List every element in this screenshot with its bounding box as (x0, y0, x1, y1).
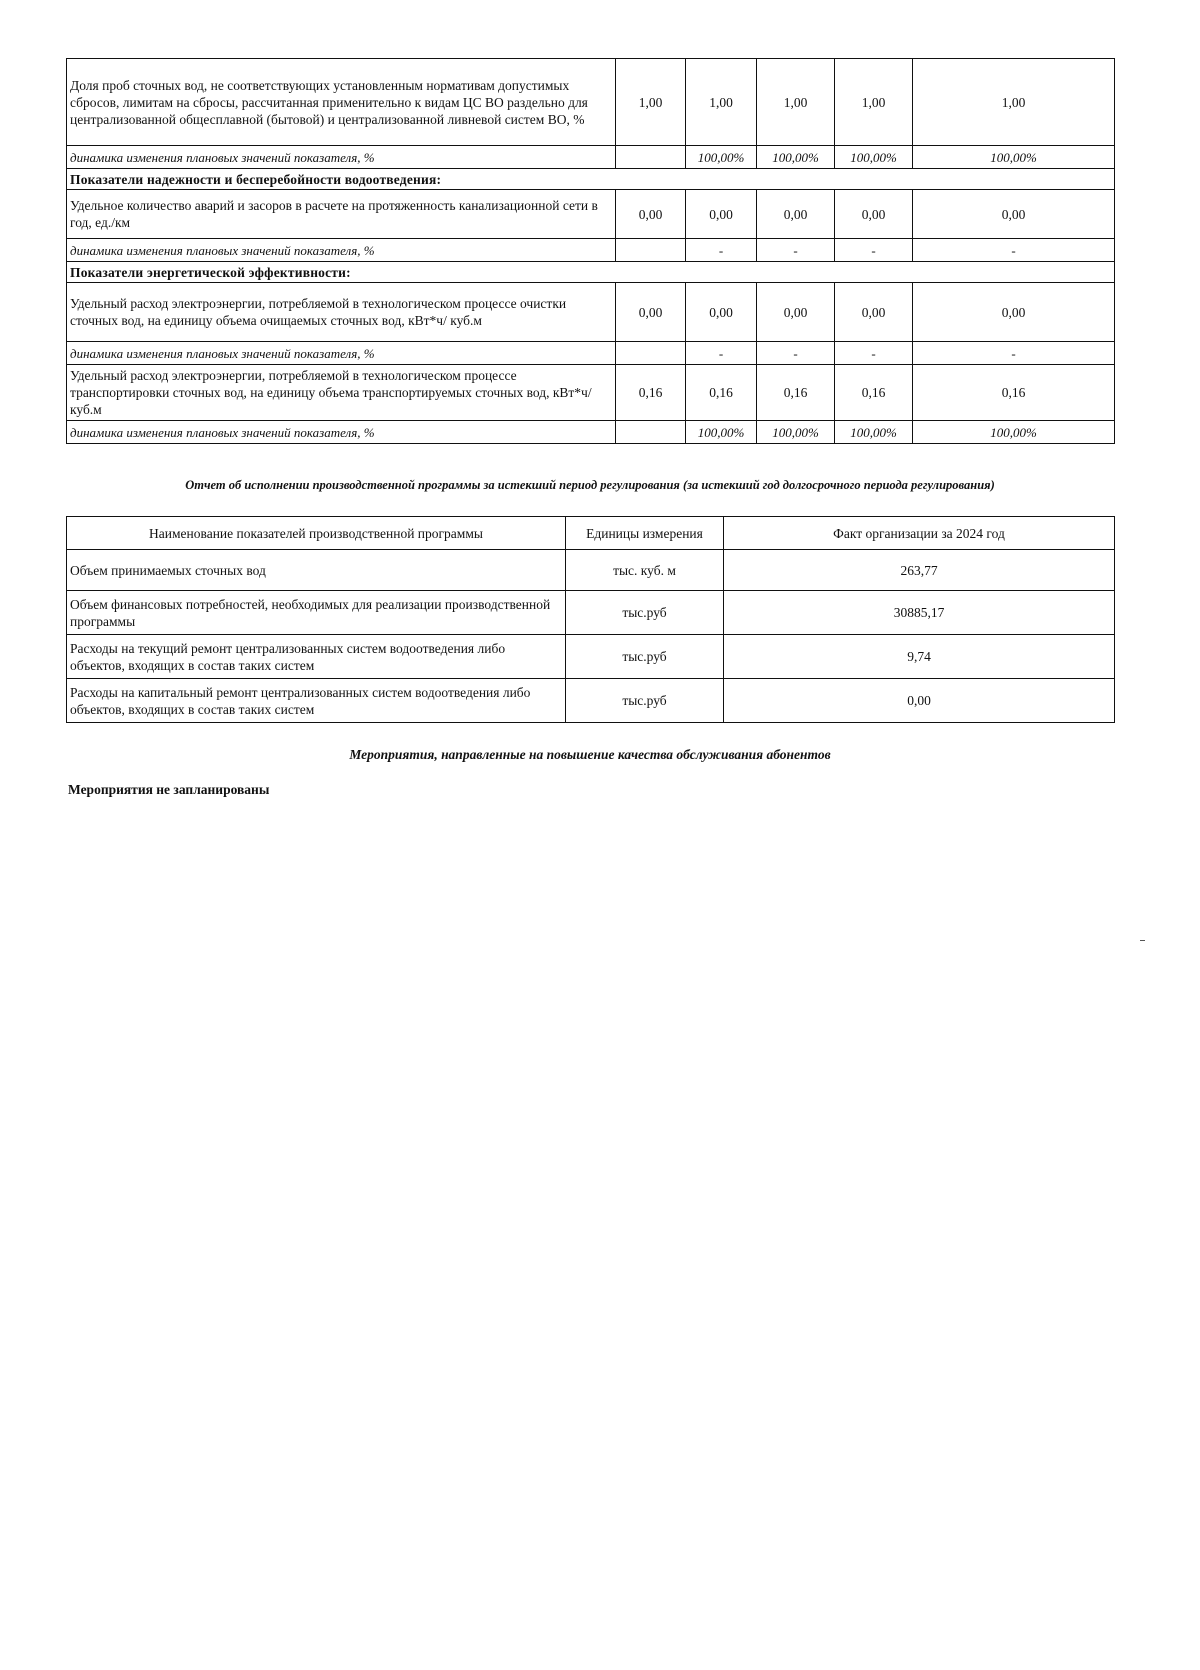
dynamics-value: - (835, 239, 913, 262)
program-indicator-name: Объем финансовых потребностей, необходимых для реализации производственной программы (67, 591, 566, 635)
dynamics-value (616, 146, 686, 169)
dynamics-value: 100,00% (686, 421, 757, 444)
table-row (67, 635, 1115, 679)
program-indicator-fact: 9,74 (724, 635, 1115, 679)
dynamics-value: 100,00% (835, 421, 913, 444)
indicator-value: 1,00 (913, 59, 1115, 146)
indicator-row-energy-treatment (67, 283, 1115, 342)
dynamics-value (616, 342, 686, 365)
indicator-value: 0,16 (835, 365, 913, 421)
dynamics-value: 100,00% (757, 146, 835, 169)
indicator-value: 0,00 (757, 190, 835, 239)
table-row (67, 591, 1115, 635)
program-indicator-unit: тыс.руб (566, 679, 724, 723)
measures-heading: Мероприятия, направленные на повышение качества обслуживания абонентов (349, 747, 831, 762)
section-header-reliability (67, 169, 1115, 190)
indicator-value: 1,00 (835, 59, 913, 146)
program-indicator-name: Объем принимаемых сточных вод (67, 550, 566, 591)
indicator-value: 0,00 (913, 283, 1115, 342)
indicator-value: 1,00 (616, 59, 686, 146)
production-program-report-table (66, 516, 1115, 723)
section-title: Показатели надежности и бесперебойности водоотведения: (67, 169, 1115, 190)
dynamics-value: 100,00% (757, 421, 835, 444)
scan-mark (1140, 940, 1145, 941)
indicator-label: Удельный расход электроэнергии, потребляемой в технологическом процессе очистки сточных вод, на единицу объема очищаемых сточных вод, кВт*ч/ куб.м (67, 283, 616, 342)
table-row (67, 679, 1115, 723)
indicator-value: 0,00 (686, 190, 757, 239)
indicator-label: Доля проб сточных вод, не соответствующих установленным нормативам допустимых сбросов, лимитам на сбросы, рассчитанная применительно к видам ЦС ВО раздельно для централизованной общесплавной (бытовой) и централизованной ливневой систем ВО, % (67, 59, 616, 146)
indicator-value: 0,00 (686, 283, 757, 342)
indicator-row-energy-transport (67, 365, 1115, 421)
program-indicator-name: Расходы на капитальный ремонт централизованных систем водоотведения либо объектов, входящих в состав таких систем (67, 679, 566, 723)
dynamics-value (616, 421, 686, 444)
dynamics-label: динамика изменения плановых значений показателя, % (67, 342, 616, 365)
dynamics-value: - (913, 239, 1115, 262)
column-header-name: Наименование показателей производственной программы (67, 517, 566, 550)
column-header-unit: Единицы измерения (566, 517, 724, 550)
dynamics-value: 100,00% (835, 146, 913, 169)
program-indicator-unit: тыс.руб (566, 591, 724, 635)
dynamics-label: динамика изменения плановых значений показателя, % (67, 146, 616, 169)
indicator-value: 0,16 (913, 365, 1115, 421)
indicator-value: 0,00 (616, 283, 686, 342)
measures-note: Мероприятия не запланированы (68, 782, 270, 797)
program-indicator-unit: тыс. куб. м (566, 550, 724, 591)
dynamics-row (67, 239, 1115, 262)
dynamics-label: динамика изменения плановых значений показателя, % (67, 239, 616, 262)
program-indicator-fact: 30885,17 (724, 591, 1115, 635)
dynamics-row (67, 146, 1115, 169)
indicator-value: 1,00 (686, 59, 757, 146)
dynamics-value: - (686, 239, 757, 262)
dynamics-value: - (686, 342, 757, 365)
dynamics-value: - (913, 342, 1115, 365)
indicator-value: 0,00 (616, 190, 686, 239)
section-title: Показатели энергетической эффективности: (67, 262, 1115, 283)
indicator-value: 0,00 (835, 283, 913, 342)
indicator-value: 0,00 (757, 283, 835, 342)
table-row (67, 550, 1115, 591)
dynamics-value: 100,00% (913, 146, 1115, 169)
dynamics-value: - (757, 342, 835, 365)
dynamics-value: 100,00% (913, 421, 1115, 444)
dynamics-value: 100,00% (686, 146, 757, 169)
dynamics-row (67, 421, 1115, 444)
indicators-table (66, 58, 1115, 444)
indicator-value: 1,00 (757, 59, 835, 146)
section-header-energy (67, 262, 1115, 283)
indicator-value: 0,00 (913, 190, 1115, 239)
report-title: Отчет об исполнении производственной программы за истекший период регулирования (за истекший год долгосрочного периода регулирования) (185, 478, 995, 492)
column-header-fact: Факт организации за 2024 год (724, 517, 1115, 550)
program-indicator-fact: 0,00 (724, 679, 1115, 723)
indicator-value: 0,16 (616, 365, 686, 421)
dynamics-value: - (835, 342, 913, 365)
indicator-value: 0,16 (686, 365, 757, 421)
indicator-value: 0,00 (835, 190, 913, 239)
table-header-row (67, 517, 1115, 550)
indicator-label: Удельный расход электроэнергии, потребляемой в технологическом процессе транспортировки сточных вод, на единицу объема транспортируемых сточных вод, кВт*ч/ куб.м (67, 365, 616, 421)
program-indicator-fact: 263,77 (724, 550, 1115, 591)
dynamics-value (616, 239, 686, 262)
dynamics-value: - (757, 239, 835, 262)
dynamics-label: динамика изменения плановых значений показателя, % (67, 421, 616, 444)
indicator-value: 0,16 (757, 365, 835, 421)
program-indicator-name: Расходы на текущий ремонт централизованных систем водоотведения либо объектов, входящих в состав таких систем (67, 635, 566, 679)
indicator-label: Удельное количество аварий и засоров в расчете на протяженность канализационной сети в год, ед./км (67, 190, 616, 239)
indicator-row-accidents (67, 190, 1115, 239)
indicator-row-wastewater-samples (67, 59, 1115, 146)
dynamics-row (67, 342, 1115, 365)
program-indicator-unit: тыс.руб (566, 635, 724, 679)
